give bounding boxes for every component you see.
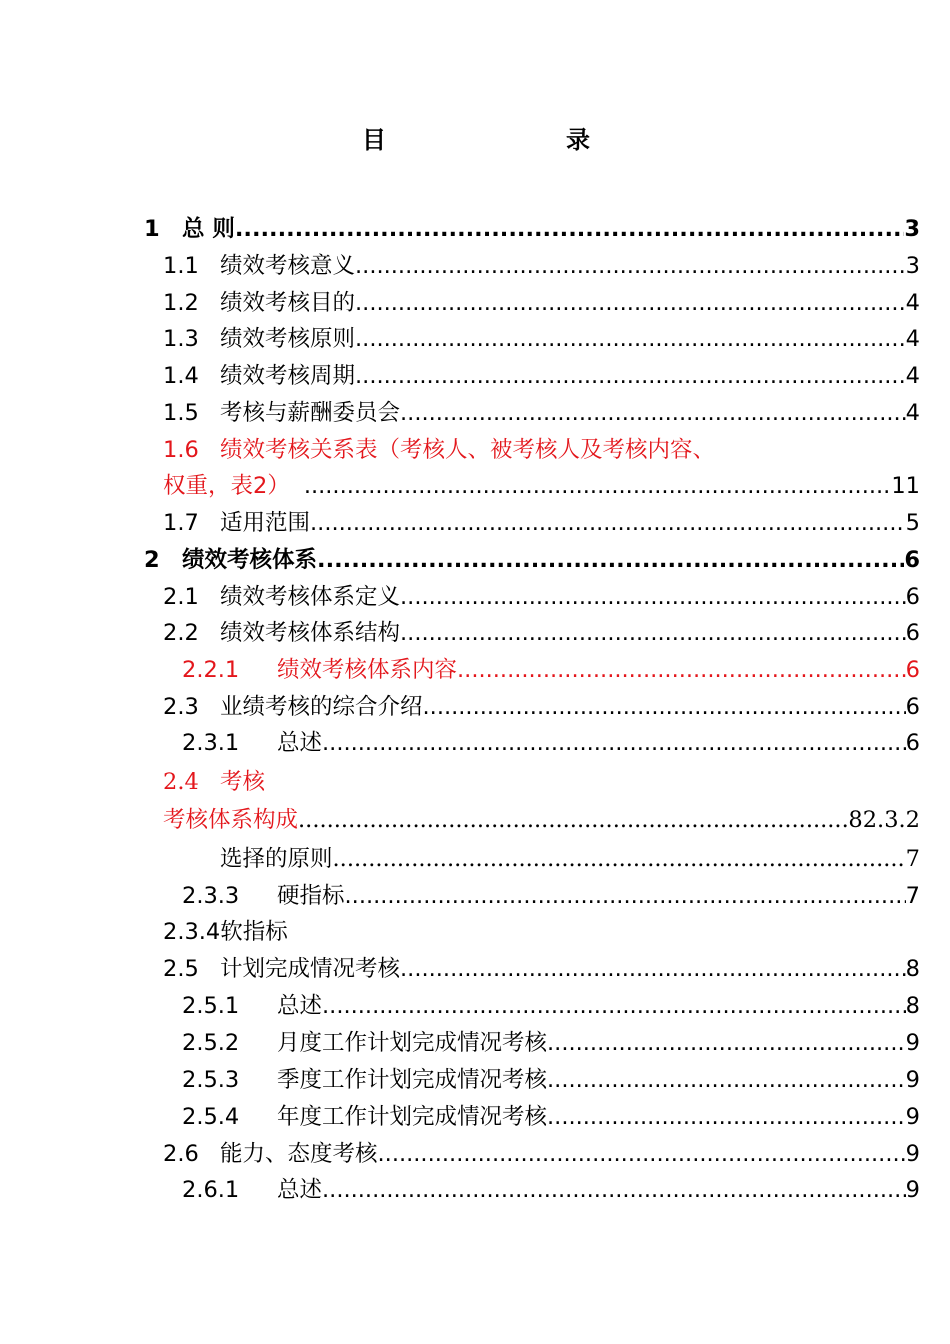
dot-leader — [298, 805, 848, 835]
dot-leader — [547, 1028, 906, 1058]
toc-entry-2-5-1[interactable]: 2.5.1 总述 ..... 8 — [182, 985, 920, 1021]
toc-entry-2-3-3[interactable]: 2.3.3 硬指标 ..... 7 — [182, 875, 920, 911]
dot-leader — [322, 728, 906, 758]
toc-entry-2-5-4[interactable]: 2.5.4 年度工作计划完成情况考核 ..... 9 — [182, 1096, 920, 1132]
toc-entry-2-4-cont[interactable]: 考核体系构成 ..... 82.3.2 — [163, 799, 920, 835]
dot-leader — [304, 471, 892, 501]
dot-leader — [547, 1102, 906, 1132]
toc-entry-2-4[interactable]: 2.4 考核 — [163, 769, 266, 795]
dot-leader — [333, 844, 906, 874]
toc-entry-1-5[interactable]: 1.5 考核与薪酬委员会 ..... 4 — [163, 392, 920, 428]
toc-title-right: 录 — [566, 126, 590, 154]
toc-entry-2-3-1[interactable]: 2.3.1 总述 ..... 6 — [182, 722, 920, 758]
dot-leader — [457, 655, 906, 685]
dot-leader — [423, 692, 906, 722]
toc-entry-2-3-2-cont[interactable]: 选择的原则 ..... 7 — [220, 838, 920, 874]
dot-leader — [378, 1139, 906, 1169]
toc-title — [0, 120, 950, 152]
dot-leader — [235, 214, 905, 244]
toc-entry-2-5[interactable]: 2.5 计划完成情况考核 ..... 8 — [163, 948, 920, 984]
toc-entry-2-5-2[interactable]: 2.5.2 月度工作计划完成情况考核 ..... 9 — [182, 1022, 920, 1058]
dot-leader — [400, 582, 906, 612]
dot-leader — [322, 991, 906, 1021]
toc-entry-1-2[interactable]: 1.2 绩效考核目的 ..... 4 — [163, 282, 920, 318]
toc-entry-1-4[interactable]: 1.4 绩效考核周期 ..... 4 — [163, 355, 920, 391]
toc-entry-2-2[interactable]: 2.2 绩效考核体系结构 ..... 6 — [163, 612, 920, 648]
toc-entry-2-6-1[interactable]: 2.6.1 总述 ..... 9 — [182, 1169, 920, 1205]
toc-entry-2-2-1[interactable]: 2.2.1 绩效考核体系内容 ..... 6 — [182, 649, 920, 685]
dot-leader — [355, 288, 906, 318]
dot-leader — [355, 361, 906, 391]
toc-entry-1-6-cont[interactable]: 权重，表2） ..... 11 — [163, 465, 920, 501]
toc-entry-2-6[interactable]: 2.6 能力、态度考核 ..... 9 — [163, 1133, 920, 1169]
dot-leader — [400, 398, 906, 428]
toc-entry-1-7[interactable]: 1.7 适用范围 ..... 5 — [163, 502, 920, 538]
toc-title-left: 目 — [362, 126, 386, 154]
dot-leader — [322, 1175, 906, 1205]
dot-leader — [345, 881, 906, 911]
toc-entry-1-3[interactable]: 1.3 绩效考核原则 ..... 4 — [163, 318, 920, 354]
toc-entry-2[interactable]: 2 绩效考核体系 ..... 6 — [144, 539, 920, 575]
dot-leader — [400, 954, 906, 984]
toc-entry-2-3[interactable]: 2.3 业绩考核的综合介绍 ..... 6 — [163, 686, 920, 722]
toc-entry-1[interactable]: 1 总 则 ..... 3 — [144, 208, 920, 244]
toc-entry-2-5-3[interactable]: 2.5.3 季度工作计划完成情况考核 ..... 9 — [182, 1059, 920, 1095]
dot-leader — [400, 618, 906, 648]
toc-entry-2-3-4[interactable]: 2.3.4软指标 — [163, 919, 288, 945]
toc-entry-1-1[interactable]: 1.1 绩效考核意义 ..... 3 — [163, 245, 920, 281]
toc-entry-2-1[interactable]: 2.1 绩效考核体系定义 ..... 6 — [163, 576, 920, 612]
dot-leader — [355, 251, 906, 281]
toc-entry-1-6[interactable]: 1.6 绩效考核关系表（考核人、被考核人及考核内容、 — [163, 437, 716, 463]
dot-leader — [317, 545, 904, 575]
dot-leader — [355, 324, 906, 354]
dot-leader — [310, 508, 906, 538]
dot-leader — [547, 1065, 906, 1095]
